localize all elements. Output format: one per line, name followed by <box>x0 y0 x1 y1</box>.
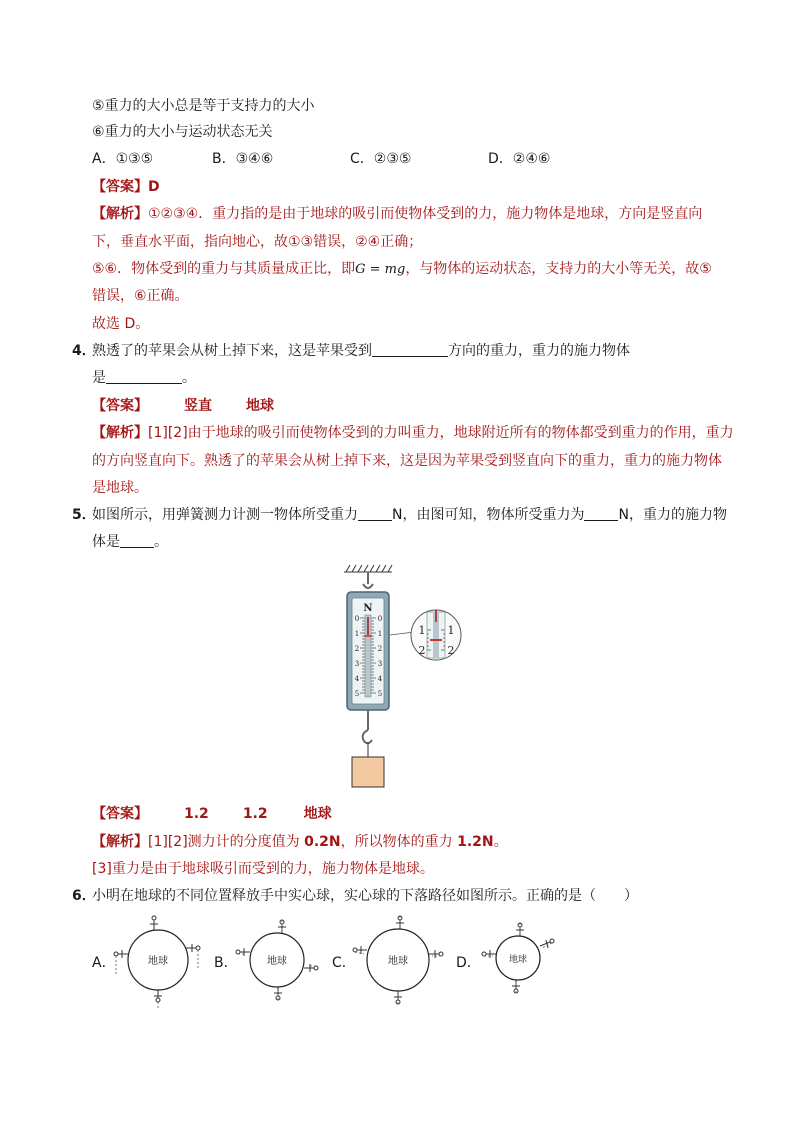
q3-analysis-1: 【解析】①②③④．重力指的是由于地球的吸引而使物体受到的力，施力物体是地球，方向是竖直向 <box>92 206 703 222</box>
zoom-label-1-left: 1 <box>418 624 426 637</box>
q6-option-b-letter[interactable]: B． <box>214 955 238 971</box>
q3-conclusion: 故选 D。 <box>92 316 150 332</box>
q5-analysis-1: 【解析】[1][2]测力计的分度值为 0.2N，所以物体的重力 1.2N。 <box>92 834 508 850</box>
scale-label-right-0: 0 <box>377 615 383 623</box>
q3-item-5: ⑤重力的大小总是等于支持力的大小 <box>92 98 315 114</box>
q6-option-a-letter[interactable]: A． <box>92 955 116 971</box>
q3-item-6: ⑥重力的大小与运动状态无关 <box>92 124 273 140</box>
hanging-block <box>352 757 384 787</box>
scale-label-right-2: 2 <box>377 645 383 653</box>
bottom-hook <box>363 710 372 743</box>
scale-label-left-4: 4 <box>354 675 360 683</box>
q3-analysis-3: ⑤⑥．物体受到的重力与其质量成正比，即G = mg，与物体的运动状态，支持力的大小等无关，故⑤ <box>92 261 712 277</box>
zoom-label-2-right: 2 <box>447 644 455 657</box>
q5-stem-line2: 体是 。 <box>92 534 168 550</box>
scale-label-left-5: 5 <box>354 690 360 698</box>
svg-text:地球: 地球 <box>148 956 168 967</box>
q3-option-d[interactable]: D．②④⑥ <box>488 151 551 167</box>
scale-label-left-1: 1 <box>354 630 360 638</box>
q5-stem-line1: 如图所示，用弹簧测力计测一物体所受重力 N，由图可知，物体所受重力为 N，重力的施力物 <box>92 507 727 523</box>
q4-answer: 【答案】 竖直 地球 <box>92 398 274 414</box>
q5-blank-3[interactable] <box>120 533 154 548</box>
q6-option-c-letter[interactable]: C． <box>332 955 356 971</box>
scale-label-right-3: 3 <box>377 660 383 668</box>
q6-number: 6． <box>72 888 96 904</box>
q3-answer: 【答案】D <box>92 179 160 195</box>
ceiling-hatch <box>344 565 392 572</box>
q3-analysis-4: 错误，⑥正确。 <box>92 288 189 304</box>
spring-scale-figure <box>330 560 480 792</box>
q4-stem-line2: 是 。 <box>92 370 196 386</box>
q4-analysis-3: 是地球。 <box>92 480 148 496</box>
q5-answer: 【答案】 1.2 1.2 地球 <box>92 806 332 822</box>
q4-analysis-1: 【解析】[1][2]由于地球的吸引而使物体受到的力叫重力，地球附近所有的物体都受到重力的作用，重力 <box>92 425 734 441</box>
q5-analysis-2: [3]重力是由于地球吸引而受到的力，施力物体是地球。 <box>92 861 434 877</box>
earth-diagram-c[interactable] <box>348 910 448 1008</box>
q4-blank-2[interactable] <box>106 369 182 384</box>
svg-text:地球: 地球 <box>388 956 408 967</box>
q3-analysis-2: 下，垂直水平面，指向地心，故①③错误，②④正确； <box>92 234 423 250</box>
q3-option-b[interactable]: B．③④⑥ <box>212 151 274 167</box>
q6-stem: 小明在地球的不同位置释放手中实心球，实心球的下落路径如图所示。正确的是（ ） <box>92 888 638 904</box>
unit-label: N <box>363 603 373 614</box>
earth-diagram-d[interactable] <box>476 918 560 1000</box>
zoom-label-2-left: 2 <box>418 644 426 657</box>
q5-blank-1[interactable] <box>358 506 392 521</box>
svg-text:地球: 地球 <box>508 955 528 965</box>
q3-option-c[interactable]: C．②③⑤ <box>350 151 412 167</box>
q5-number: 5． <box>72 507 96 523</box>
scale-label-right-5: 5 <box>377 690 383 698</box>
q4-analysis-2: 的方向竖直向下。熟透了的苹果会从树上掉下来，这是因为苹果受到竖直向下的重力，重力的施力物体 <box>92 453 722 469</box>
gravity-formula: G = mg <box>355 262 406 277</box>
q5-blank-2[interactable] <box>584 506 618 521</box>
zoom-label-1-right: 1 <box>447 624 455 637</box>
q4-stem-line1: 熟透了的苹果会从树上掉下来，这是苹果受到 方向的重力，重力的施力物体 <box>92 343 630 359</box>
q4-blank-1[interactable] <box>372 342 448 357</box>
top-hook <box>363 572 373 588</box>
earth-diagram-a[interactable] <box>110 912 206 1008</box>
q6-option-d-letter[interactable]: D． <box>456 955 481 971</box>
earth-diagram-b[interactable] <box>232 916 322 1004</box>
q3-option-a[interactable]: A．①③⑤ <box>92 151 154 167</box>
scale-label-left-0: 0 <box>354 615 360 623</box>
svg-text:地球: 地球 <box>267 956 287 967</box>
scale-label-right-4: 4 <box>377 675 383 683</box>
scale-label-left-2: 2 <box>354 645 360 653</box>
scale-label-right-1: 1 <box>377 630 383 638</box>
scale-label-left-3: 3 <box>354 660 360 668</box>
q4-number: 4． <box>72 343 96 359</box>
